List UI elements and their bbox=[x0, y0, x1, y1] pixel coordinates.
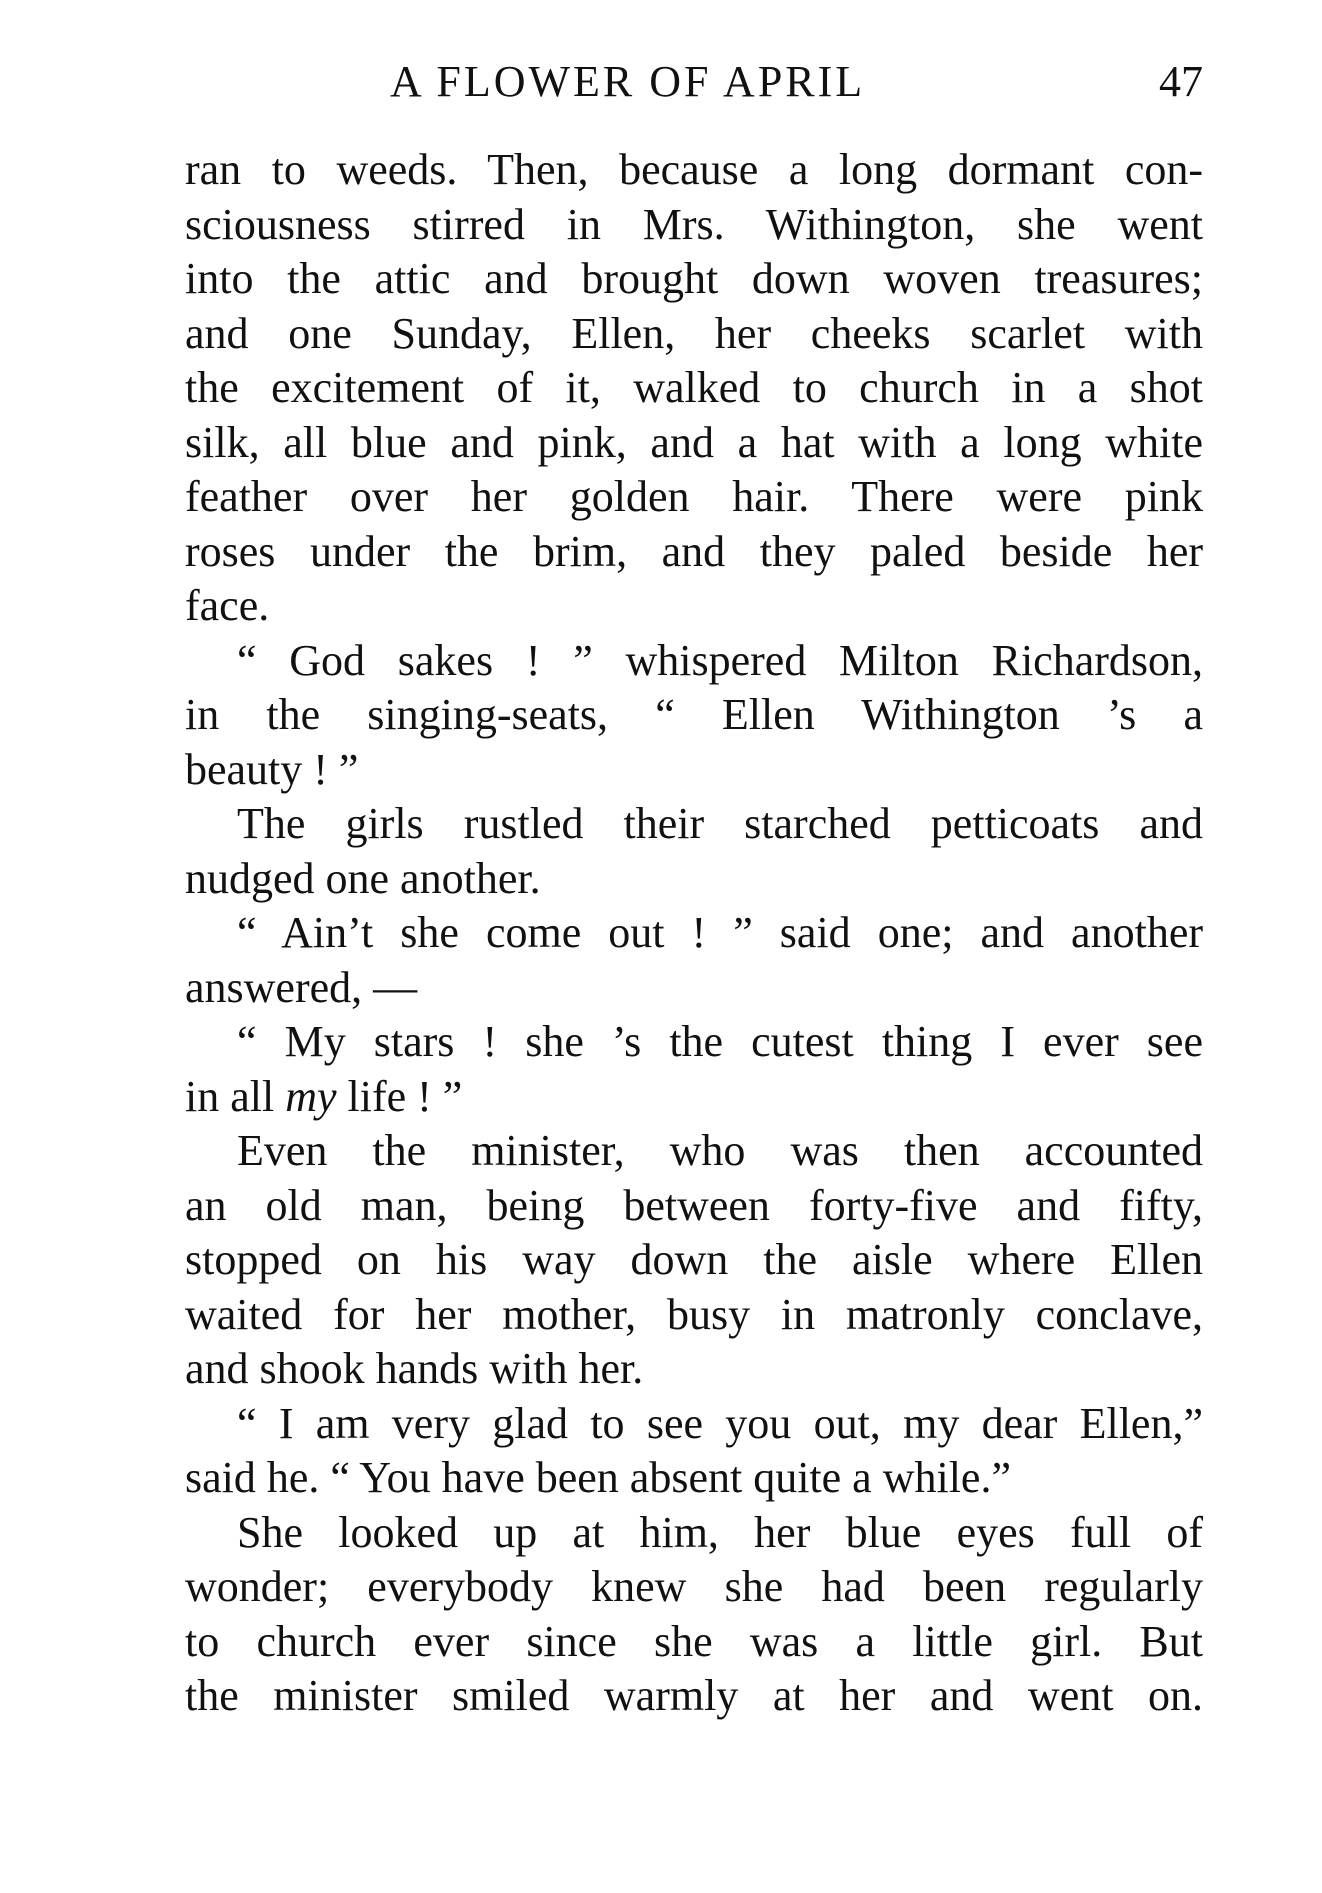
text-line: sciousness stirred in Mrs. Withington, she went bbox=[185, 199, 1203, 249]
text-line: roses under the brim, and they paled beside her bbox=[185, 526, 1203, 576]
emphasis-text: my bbox=[285, 1071, 337, 1121]
text-line: ran to weeds. Then, because a long dormant con- bbox=[185, 145, 1203, 194]
text-line: and one Sunday, Ellen, her cheeks scarlet with bbox=[185, 308, 1203, 358]
body-text bbox=[185, 143, 1203, 1724]
text-line bbox=[185, 1070, 1203, 1125]
text-fragment: in all bbox=[185, 1071, 275, 1121]
text-line: answered, — bbox=[185, 962, 418, 1012]
text-line: waited for her mother, busy in matronly conclave, bbox=[185, 1289, 1203, 1339]
running-title: A FLOWER OF APRIL bbox=[390, 57, 866, 106]
text-line: in the singing-seats, “ Ellen Withington ’s a bbox=[185, 690, 1203, 739]
text-line: “ My stars ! she ’s the cutest thing I ever see bbox=[237, 1017, 1203, 1066]
text-line: Even the minister, who was then accounted bbox=[237, 1126, 1203, 1175]
text-line: and shook hands with her. bbox=[185, 1344, 644, 1393]
text-fragment: life ! ” bbox=[347, 1071, 463, 1121]
text-line: to church ever since she was a little girl. But bbox=[185, 1616, 1203, 1666]
page-number: 47 bbox=[1159, 57, 1203, 106]
text-line: nudged one another. bbox=[185, 853, 541, 903]
text-line: an old man, being between forty-five and fifty, bbox=[185, 1180, 1203, 1230]
text-line: “ I am very glad to see you out, my dear Ellen,” bbox=[237, 1398, 1203, 1448]
running-head bbox=[185, 48, 1203, 118]
text-line: the excitement of it, walked to church in a shot bbox=[185, 363, 1203, 412]
text-line: beauty ! ” bbox=[185, 744, 359, 794]
text-line: feather over her golden hair. There were pink bbox=[185, 472, 1203, 521]
text-line: She looked up at him, her blue eyes full of bbox=[237, 1507, 1203, 1557]
text-line: wonder; everybody knew she had been regularly bbox=[185, 1562, 1203, 1611]
text-line: The girls rustled their starched petticoats and bbox=[237, 799, 1203, 848]
text-line: “ Ain’t she come out ! ” said one; and another bbox=[237, 908, 1203, 957]
text-line: into the attic and brought down woven treasures; bbox=[185, 254, 1203, 303]
text-line: stopped on his way down the aisle where Ellen bbox=[185, 1235, 1203, 1284]
text-line: face. bbox=[185, 581, 270, 630]
text-line: said he. “ You have been absent quite a while.” bbox=[185, 1453, 1011, 1502]
text-line: the minister smiled warmly at her and went on. bbox=[185, 1671, 1203, 1720]
text-line: “ God sakes ! ” whispered Milton Richardson, bbox=[237, 635, 1203, 685]
text-line: silk, all blue and pink, and a hat with a long white bbox=[185, 417, 1203, 467]
